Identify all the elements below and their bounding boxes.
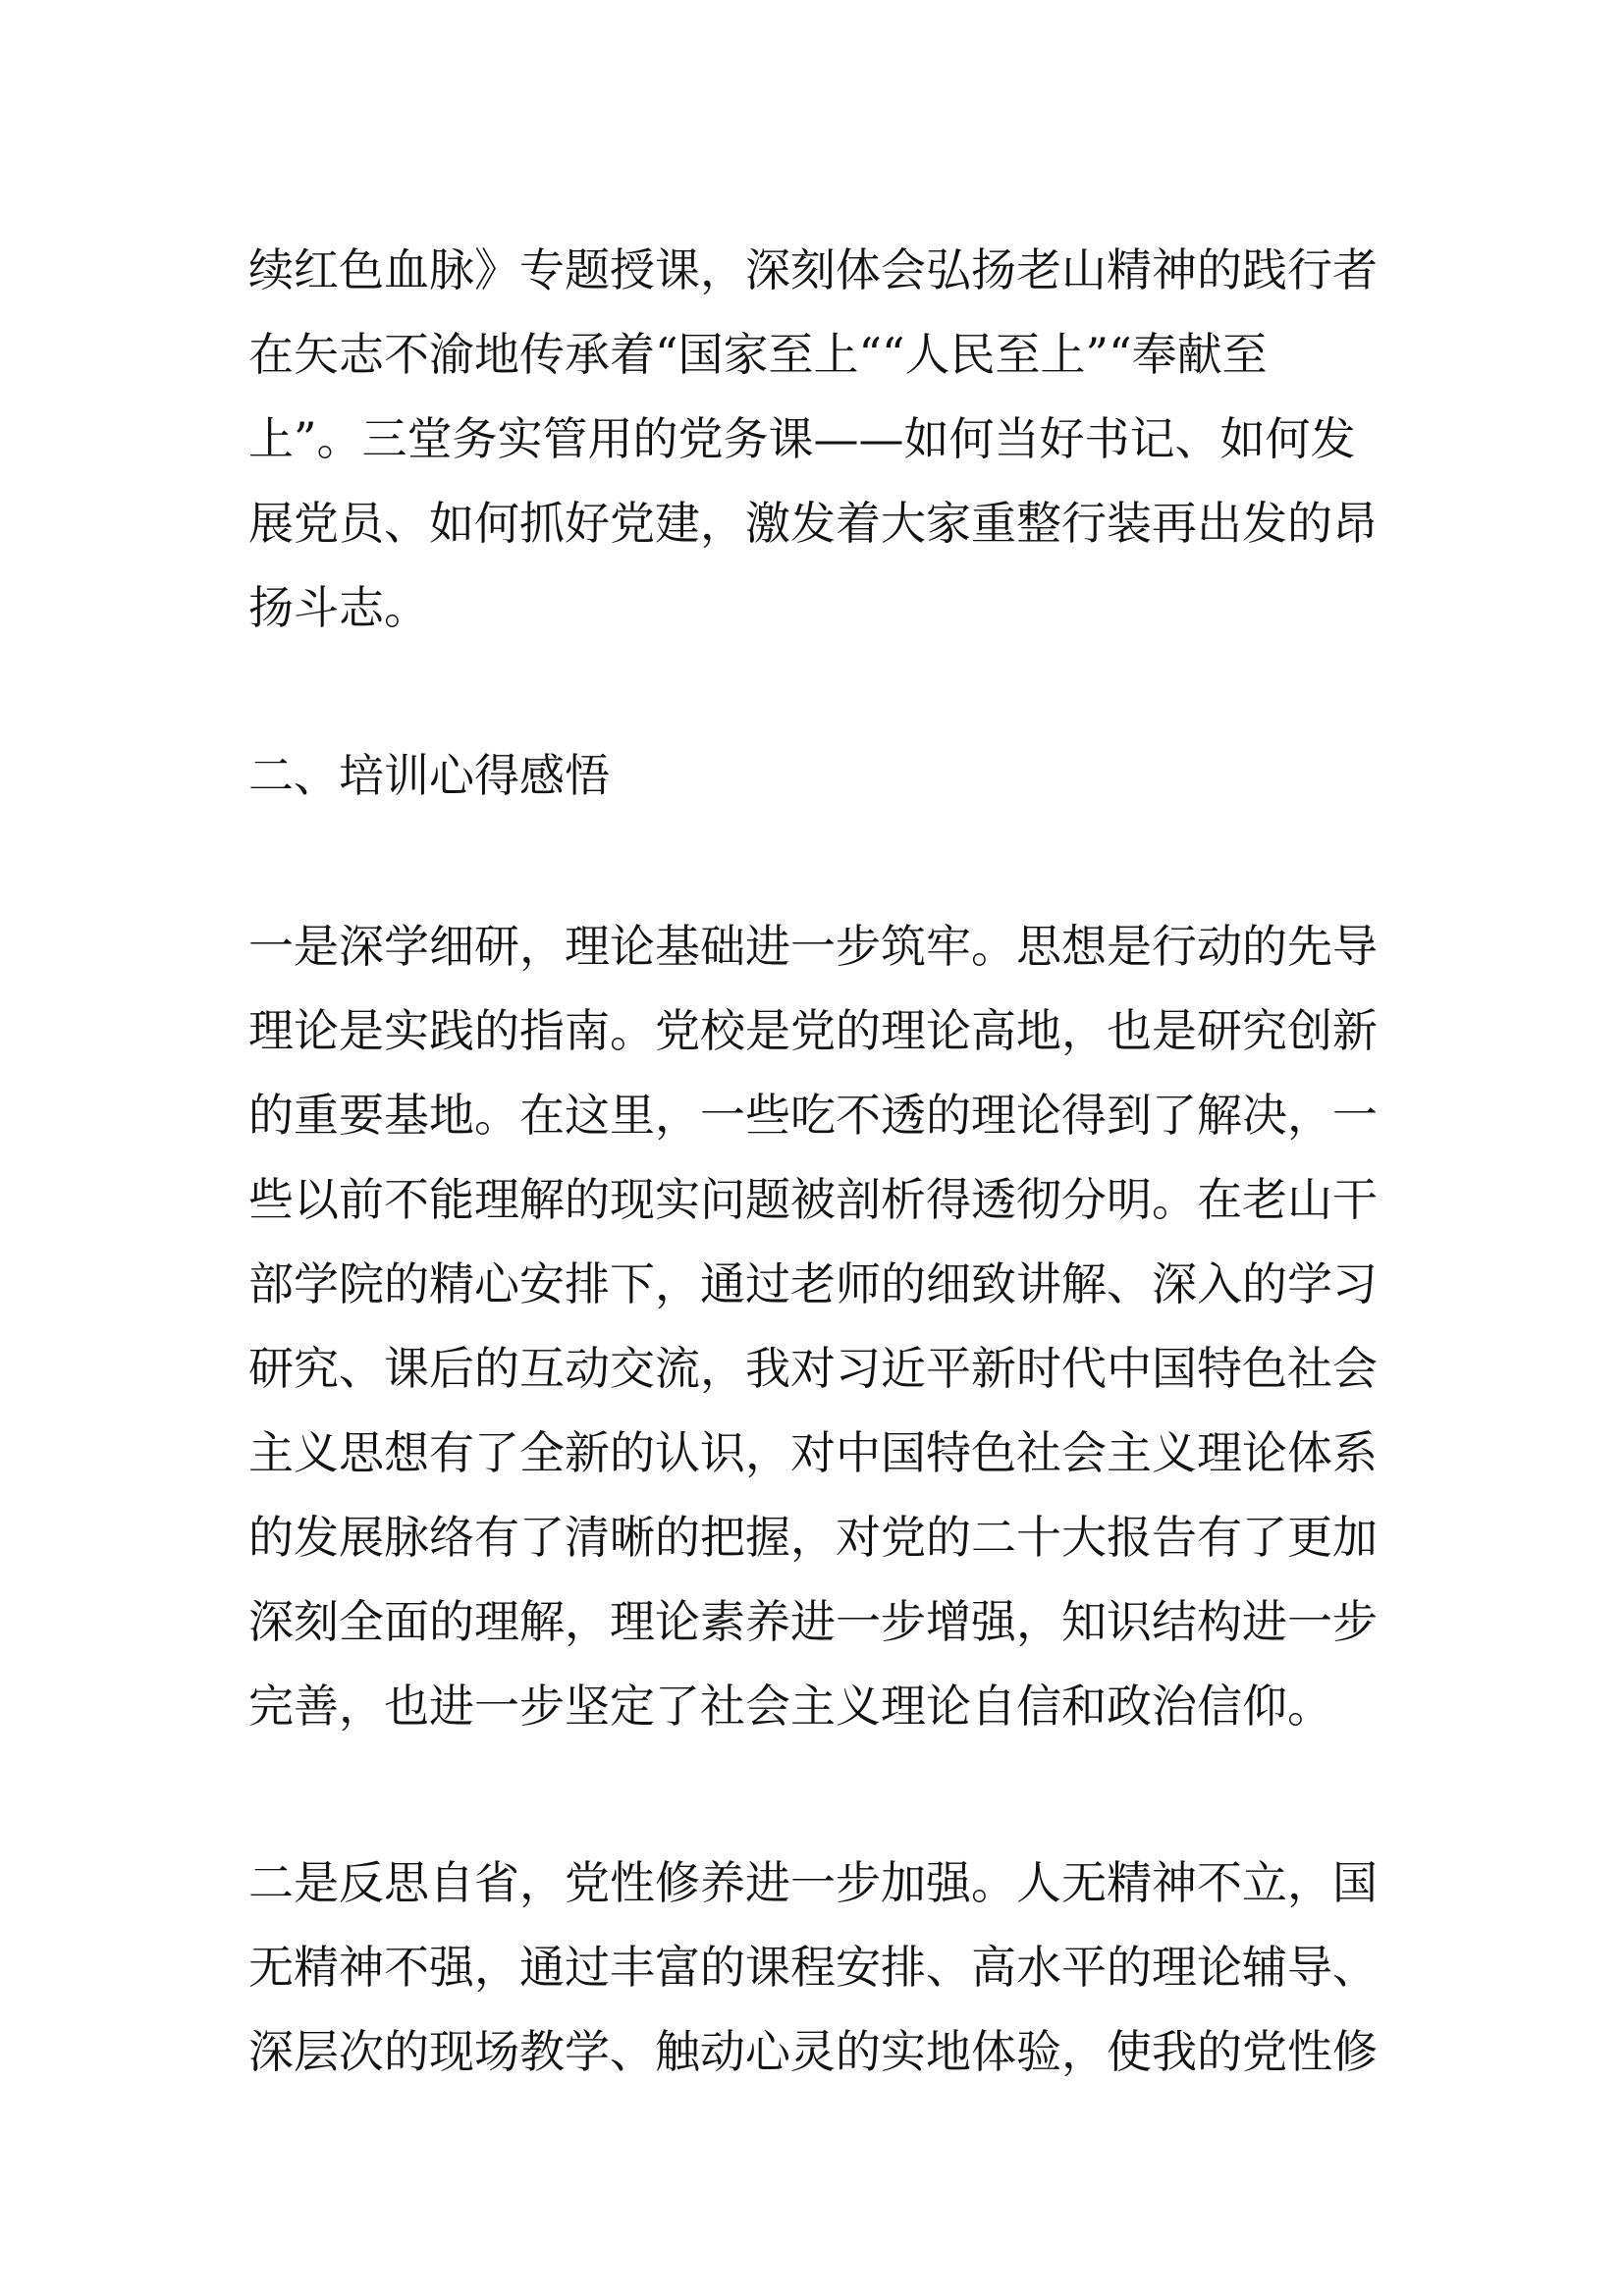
text-line: 一是深学细研，理论基础进一步筑牢。思想是行动的先导 — [248, 920, 1378, 973]
text-line: 理论是实践的指南。党校是党的理论高地，也是研究创新 — [248, 1004, 1378, 1057]
text-line: 展党员、如何抓好党建，激发着大家重整行装再出发的昂 — [248, 497, 1378, 550]
text-line: 深层次的现场教学、触动心灵的实地体验，使我的党性修 — [248, 2025, 1378, 2078]
section-heading: 二、培训心得感悟 — [248, 749, 610, 802]
text-line: 深刻全面的理解，理论素养进一步增强，知识结构进一步 — [248, 1595, 1378, 1648]
text-line: 些以前不能理解的现实问题被剖析得透彻分明。在老山干 — [248, 1173, 1378, 1226]
text-line: 完善，也进一步坚定了社会主义理论自信和政治信仰。 — [248, 1680, 1332, 1733]
text-line: 的发展脉络有了清晰的把握，对党的二十大报告有了更加 — [248, 1511, 1378, 1564]
text-line: 二是反思自省，党性修养进一步加强。人无精神不立，国 — [248, 1856, 1378, 1909]
text-line: 研究、课后的互动交流，我对习近平新时代中国特色社会 — [248, 1342, 1378, 1395]
text-line: 续红色血脉》专题授课，深刻体会弘扬老山精神的践行者 — [248, 243, 1378, 296]
text-line: 主义思想有了全新的认识，对中国特色社会主义理论体系 — [248, 1426, 1378, 1479]
text-line: 的重要基地。在这里，一些吃不透的理论得到了解决，一 — [248, 1089, 1378, 1142]
text-line: 无精神不强，通过丰富的课程安排、高水平的理论辅导、 — [248, 1941, 1378, 1994]
text-line: 部学院的精心安排下，通过老师的细致讲解、深入的学习 — [248, 1257, 1378, 1310]
text-line: 在矢志不渝地传承着“国家至上““人民至上”“奉献至 — [248, 328, 1268, 381]
text-line: 上”。三堂务实管用的党务课——如何当好书记、如何发 — [248, 412, 1356, 465]
text-line: 扬斗志。 — [248, 581, 429, 634]
